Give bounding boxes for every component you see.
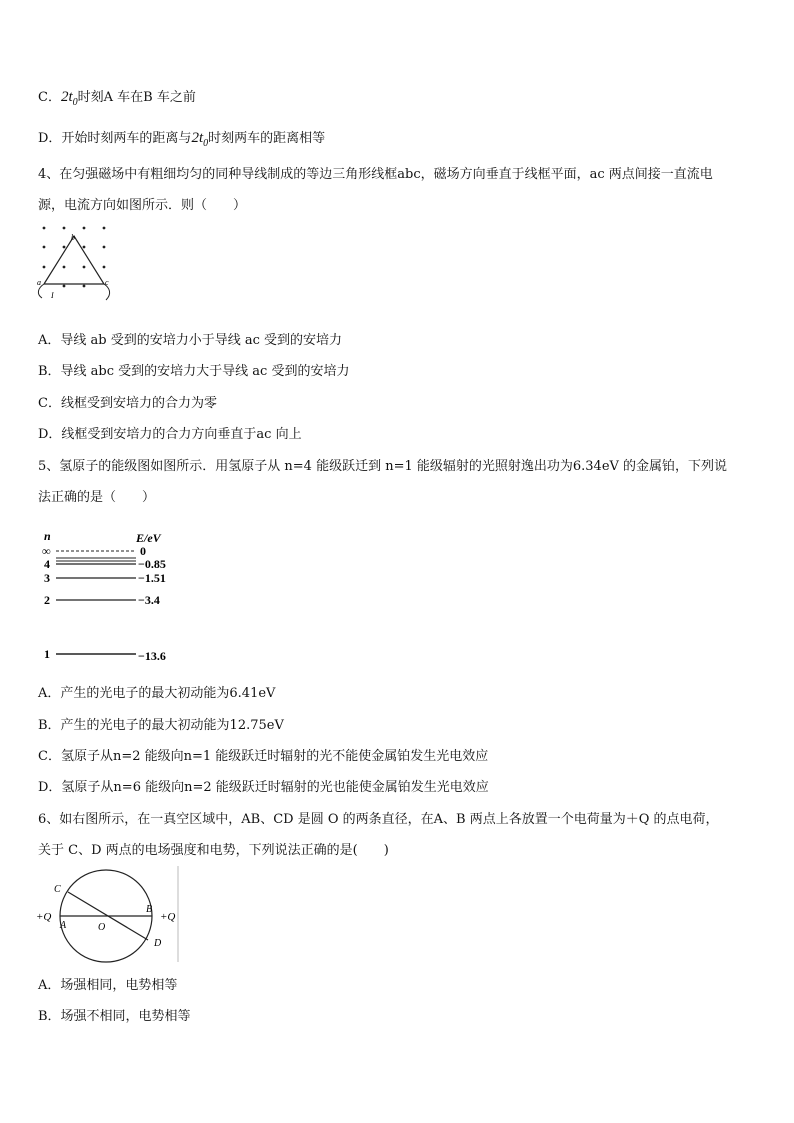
- svg-text:a: a: [37, 278, 41, 287]
- q4-option-c: C．线框受到安培力的合力为零: [38, 396, 217, 411]
- q6-stem-line1: 6、如右图所示，在一真空区域中，AB、CD 是圆 O 的两条直径，在A、B 两点上各放置一个电荷量为＋Q 的点电荷，: [38, 812, 719, 827]
- svg-text:0: 0: [140, 544, 146, 558]
- q3-option-c-text: 时刻A 车在B 车之前: [77, 90, 196, 105]
- svg-text:I: I: [51, 291, 54, 300]
- q6-option-a: A．场强相同，电势相等: [38, 978, 178, 993]
- q5-stem-line1: 5、氢原子的能级图如图所示．用氢原子从 n=4 能级跃迁到 n=1 能级辐射的光照射逸出功为6.34eV 的金属铂，下列说: [38, 459, 728, 474]
- q6-option-b: B．场强不相同，电势相等: [38, 1009, 191, 1024]
- q6-stem-line2: 关于 C、D 两点的电场强度和电势，下列说法正确的是( ): [38, 843, 389, 858]
- svg-text:+Q: +Q: [36, 911, 52, 923]
- q3-option-c: [38, 88, 196, 112]
- q6-circle-figure: [36, 864, 182, 964]
- svg-text:−13.6: −13.6: [138, 649, 166, 663]
- q4-stem-line2: 源，电流方向如图所示．则（ ）: [38, 198, 247, 213]
- svg-text:A: A: [60, 920, 67, 931]
- q3-option-c-label: C．: [38, 90, 61, 105]
- q5-option-d: D．氢原子从n=6 能级向n=2 能级跃迁时辐射的光也能使金属铂发生光电效应: [38, 780, 489, 795]
- svg-text:B: B: [146, 904, 153, 915]
- svg-text:D: D: [154, 938, 162, 949]
- svg-text:2: 2: [44, 593, 50, 607]
- q4-option-d: D．线框受到安培力的合力方向垂直于ac 向上: [38, 427, 302, 442]
- q5-option-a: A．产生的光电子的最大初动能为6.41eV: [38, 686, 276, 701]
- svg-text:−3.4: −3.4: [138, 593, 160, 607]
- q3-option-c-math: $2t_0$: [60, 89, 78, 108]
- svg-text:3: 3: [44, 571, 50, 585]
- svg-text:C: C: [54, 884, 61, 895]
- svg-text:∞: ∞: [42, 544, 51, 558]
- svg-text:b: b: [71, 233, 75, 242]
- q5-stem-line2: 法正确的是（ ）: [38, 490, 156, 505]
- svg-text:−0.85: −0.85: [138, 557, 166, 571]
- q4-option-b: B．导线 abc 受到的安培力大于导线 ac 受到的安培力: [38, 364, 350, 379]
- svg-text:4: 4: [44, 557, 50, 571]
- q3-option-d: D．开始时刻两车的距离与$2t_0$时刻两车的距离相等: [38, 130, 326, 149]
- q4-option-a: A．导线 ab 受到的安培力小于导线 ac 受到的安培力: [38, 333, 343, 348]
- q5-option-b: B．产生的光电子的最大初动能为12.75eV: [38, 718, 284, 733]
- svg-text:O: O: [98, 922, 106, 933]
- q5-energy-level-diagram: [38, 530, 208, 666]
- svg-text:1: 1: [44, 647, 50, 661]
- svg-text:n: n: [44, 529, 51, 543]
- q3-option-d-math: $2t_0$: [191, 130, 209, 149]
- svg-text:+Q: +Q: [160, 911, 176, 923]
- svg-text:E/eV: E/eV: [136, 531, 161, 545]
- svg-text:c: c: [105, 278, 109, 287]
- svg-text:−1.51: −1.51: [138, 571, 166, 585]
- q4-stem-line1: 4、在匀强磁场中有粗细均匀的同种导线制成的等边三角形线框abc，磁场方向垂直于线框平面，ac 两点间接一直流电: [38, 167, 713, 182]
- q4-triangle-figure: [34, 222, 114, 306]
- q5-option-c: C．氢原子从n=2 能级向n=1 能级跃迁时辐射的光不能使金属铂发生光电效应: [38, 749, 489, 764]
